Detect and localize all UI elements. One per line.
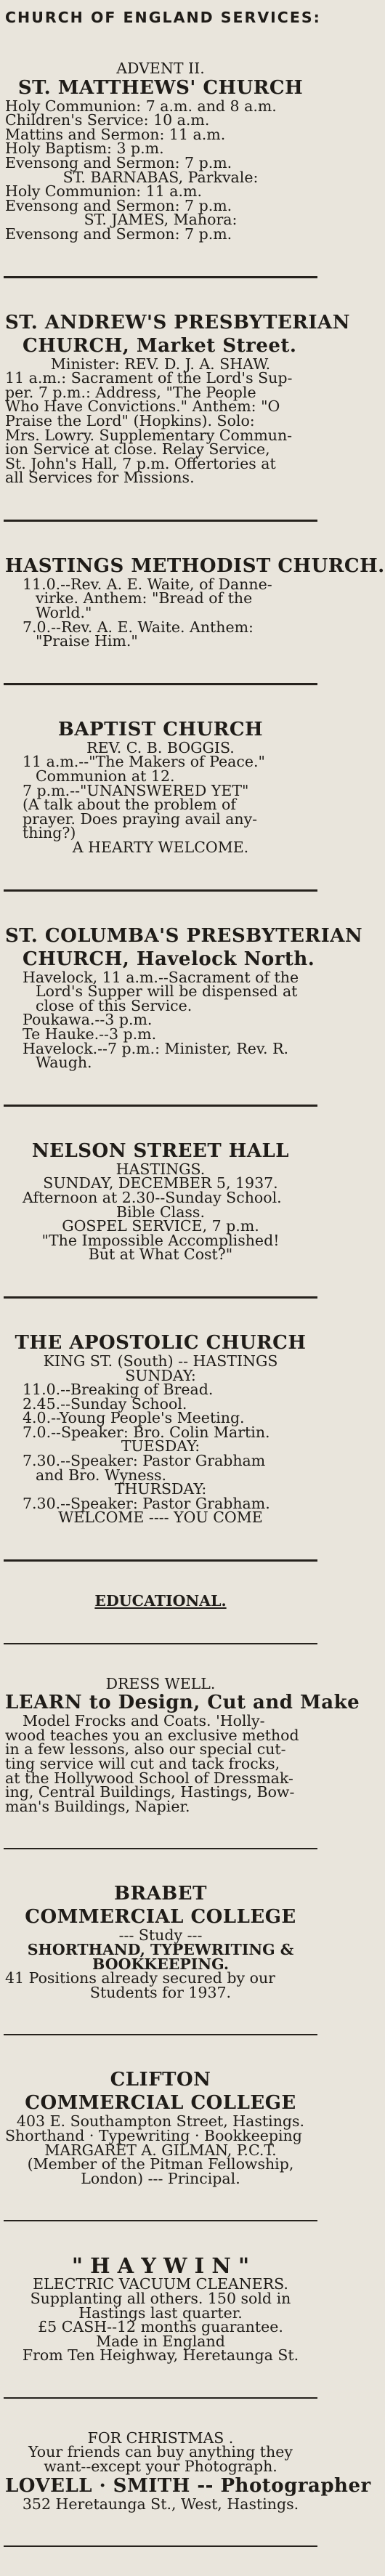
- notice-line: Hastings last quarter.: [78, 2304, 243, 2322]
- notice-line: 7.0.--Rev. A. E. Waite. Anthem:: [23, 618, 254, 636]
- notice-line: Afternoon at 2.30--Sunday School.: [23, 1188, 282, 1206]
- notice-line: SHORTHAND, TYPEWRITING &: [27, 1940, 294, 1958]
- notice-line: close of this Service.: [36, 996, 192, 1014]
- notice-line: ST. JAMES, Mahora:: [84, 211, 238, 229]
- notice-line: 352 Heretaunga St., West, Hastings.: [22, 2495, 299, 2513]
- notice-line: per. 7 p.m.: Address, "The People: [5, 383, 256, 401]
- notice-line: 11.0.--Rev. A. E. Waite, of Danne-: [23, 575, 272, 593]
- notice-heading: BRABET: [114, 1883, 207, 1905]
- notice-line: Made in England: [96, 2332, 225, 2350]
- notice-line: 41 Positions already secured by our: [5, 1969, 275, 1987]
- notice-line: 403 E. Southampton Street, Hastings.: [16, 2112, 305, 2131]
- notice-line: KING ST. (South) -- HASTINGS: [43, 1352, 278, 1370]
- notice-line: Poukawa.--3 p.m.: [23, 1011, 153, 1029]
- notice-line: THURSDAY:: [114, 1480, 207, 1498]
- notice-line: SUNDAY, DECEMBER 5, 1937.: [43, 1174, 278, 1192]
- notice-line: prayer. Does praying avail any-: [23, 809, 258, 828]
- notice-heading: NELSON STREET HALL: [31, 1139, 290, 1162]
- notice-line: all Services for Missions.: [5, 469, 195, 487]
- notice-line: REV. C. B. BOGGIS.: [86, 738, 235, 756]
- notice-heading: " H A Y W I N ": [71, 2253, 250, 2279]
- notice-line: Holy Communion: 7 a.m. and 8 a.m.: [5, 97, 277, 115]
- notice-line: £5 CASH--12 months guarantee.: [38, 2318, 283, 2336]
- notice-st-columbas: [4, 892, 363, 1107]
- notice-line: Evensong and Sermon: 7 p.m.: [5, 196, 232, 214]
- notice-line: Model Frocks and Coats. 'Holly-: [23, 1712, 265, 1730]
- notice-heading: BAPTIST CHURCH: [57, 718, 264, 740]
- notice-line: Holy Baptism: 3 p.m.: [5, 140, 164, 158]
- masthead: CHURCH OF ENGLAND SERVICES:: [5, 9, 321, 26]
- notice-line: 11 a.m.: Sacrament of the Lord's Sup-: [5, 369, 293, 387]
- notice-line: ST. BARNABAS, Parkvale:: [62, 168, 259, 186]
- notice-christmas: [4, 2399, 371, 2547]
- notice-line: Praise the Lord" (Hopkins). Solo:: [5, 411, 255, 429]
- notice-line: Havelock.--7 p.m.: Minister, Rev. R.: [23, 1039, 289, 1057]
- notice-heading: FOR CHRISTMAS .: [87, 2428, 234, 2447]
- notice-line: COMMERCIAL COLLEGE: [25, 1906, 296, 1929]
- notice-brabet: [4, 1849, 317, 2035]
- notice-heading: HASTINGS METHODIST CHURCH.: [5, 554, 385, 577]
- notice-line: BOOKKEEPING.: [92, 1955, 229, 1973]
- notice-line: ting service will cut and tack frocks,: [5, 1755, 280, 1772]
- notice-nelson-street-hall: [4, 1107, 317, 1299]
- notice-line: CHURCH, Market Street.: [23, 334, 297, 357]
- sections-container: [4, 29, 385, 2547]
- notice-line: GOSPEL SERVICE, 7 p.m.: [62, 1217, 259, 1235]
- notice-line: (Member of the Pitman Fellowship,: [27, 2155, 294, 2173]
- notice-st-andrews: [4, 278, 350, 522]
- notice-line: and Bro. Wyness.: [36, 1466, 167, 1484]
- notice-apostolic: [4, 1299, 317, 1562]
- notice-line: Evensong and Sermon: 7 p.m.: [5, 225, 232, 243]
- notice-line: wood teaches you an exclusive method: [5, 1726, 299, 1744]
- notice-line: Evensong and Sermon: 7 p.m.: [5, 153, 232, 171]
- notice-line: COMMERCIAL COLLEGE: [25, 2092, 296, 2115]
- notice-line: Te Hauke.--3 p.m.: [23, 1025, 157, 1043]
- notice-baptist: [4, 685, 317, 892]
- notice-line: ing, Central Buildings, Hastings, Bow-: [5, 1783, 295, 1801]
- notice-line: LEARN to Design, Cut and Make: [5, 1692, 360, 1714]
- notice-line: HASTINGS.: [115, 1160, 206, 1178]
- notice-line: want--except your Photograph.: [44, 2458, 277, 2476]
- notice-line: 7.0.--Speaker: Bro. Colin Martin.: [23, 1423, 270, 1441]
- notice-line: man's Buildings, Napier.: [5, 1797, 190, 1815]
- notice-line: TUESDAY:: [121, 1437, 200, 1455]
- notice-line: --- Study ---: [118, 1926, 203, 1945]
- notice-line: Mattins and Sermon: 11 a.m.: [5, 125, 226, 143]
- notice-line: Mrs. Lowry. Supplementary Commun-: [5, 426, 293, 444]
- notice-heading: ST. COLUMBA'S PRESBYTERIAN: [5, 924, 363, 947]
- notice-line: From Ten Heighway, Heretaunga St.: [22, 2346, 299, 2365]
- notice-line: at the Hollywood School of Dressmak-: [5, 1769, 293, 1787]
- notice-line: Supplanting all others. 150 sold in: [30, 2289, 291, 2307]
- notice-line: World.": [36, 604, 92, 622]
- notice-church-of-england: [4, 29, 317, 278]
- notice-heading: ADVENT II.: [116, 60, 205, 77]
- notice-line: 7.30.--Speaker: Pastor Grabham: [23, 1452, 266, 1470]
- notice-clifton: [4, 2035, 317, 2221]
- notice-heading: ST. ANDREW'S PRESBYTERIAN: [5, 311, 350, 334]
- notice-heading: EDUCATIONAL.: [94, 1592, 227, 1610]
- notice-line: MARGARET A. GILMAN, P.C.T.: [44, 2141, 277, 2159]
- notice-haywin: [4, 2221, 317, 2399]
- notice-line: ion Service at close. Relay Service,: [5, 440, 270, 459]
- notice-line: 7.30.--Speaker: Pastor Grabham.: [23, 1494, 270, 1512]
- notice-line: LOVELL · SMITH -- Photographer: [5, 2474, 371, 2497]
- notice-line: WELCOME ---- YOU COME: [58, 1509, 263, 1527]
- notice-educational: [4, 1562, 317, 1644]
- notice-line: thing?): [23, 824, 76, 842]
- notice-line: St. John's Hall, 7 p.m. Offertories at: [5, 454, 276, 472]
- notice-line: SUNDAY:: [125, 1366, 196, 1384]
- notice-line: Waugh.: [36, 1054, 92, 1072]
- notice-line: 2.45.--Sunday School.: [23, 1394, 187, 1413]
- notice-line: Your friends can buy anything they: [28, 2443, 293, 2461]
- notice-line: (A talk about the problem of: [23, 796, 236, 814]
- notice-line: 11 a.m.--"The Makers of Peace.": [23, 753, 265, 771]
- notice-hastings-methodist: [4, 522, 385, 685]
- newspaper-column: [4, 0, 385, 2547]
- notice-line: Students for 1937.: [89, 1983, 232, 2001]
- notice-line: CHURCH, Havelock North.: [23, 948, 315, 970]
- notice-line: Communion at 12.: [36, 767, 175, 786]
- notice-dress-well: [4, 1644, 360, 1850]
- notice-heading: DRESS WELL.: [105, 1674, 216, 1692]
- notice-line: in a few lessons, also our special cut-: [5, 1740, 286, 1759]
- notice-line: Lord's Supper will be dispensed at: [36, 982, 298, 1001]
- notice-line: London) --- Principal.: [81, 2169, 240, 2187]
- notice-line: But at What Cost?": [88, 1245, 233, 1264]
- notice-line: Shorthand · Typewriting · Bookkeeping: [5, 2126, 302, 2144]
- notice-heading: CLIFTON: [110, 2069, 211, 2091]
- notice-line: Holy Communion: 11 a.m.: [5, 182, 203, 201]
- notice-line: Who Have Convictions." Anthem: "O: [5, 397, 280, 416]
- notice-line: virke. Anthem: "Bread of the: [36, 589, 253, 607]
- notice-line: 7 p.m.--"UNANSWERED YET": [23, 781, 249, 799]
- notice-line: Minister: REV. D. J. A. SHAW.: [50, 355, 271, 373]
- notice-line: Children's Service: 10 a.m.: [5, 111, 210, 129]
- notice-line: Havelock, 11 a.m.--Sacrament of the: [23, 968, 299, 986]
- notice-line: "Praise Him.": [36, 632, 138, 650]
- notice-heading: THE APOSTOLIC CHURCH: [15, 1331, 307, 1354]
- notice-line: A HEARTY WELCOME.: [72, 839, 249, 856]
- notice-line: ELECTRIC VACUUM CLEANERS.: [33, 2275, 288, 2293]
- notice-line: "The Impossible Accomplished!: [41, 1231, 280, 1249]
- notice-line: 4.0.--Young People's Meeting.: [23, 1409, 245, 1427]
- notice-line: ST. MATTHEWS' CHURCH: [17, 76, 304, 99]
- notice-line: Bible Class.: [116, 1203, 205, 1221]
- notice-line: 11.0.--Breaking of Bread.: [23, 1381, 214, 1399]
